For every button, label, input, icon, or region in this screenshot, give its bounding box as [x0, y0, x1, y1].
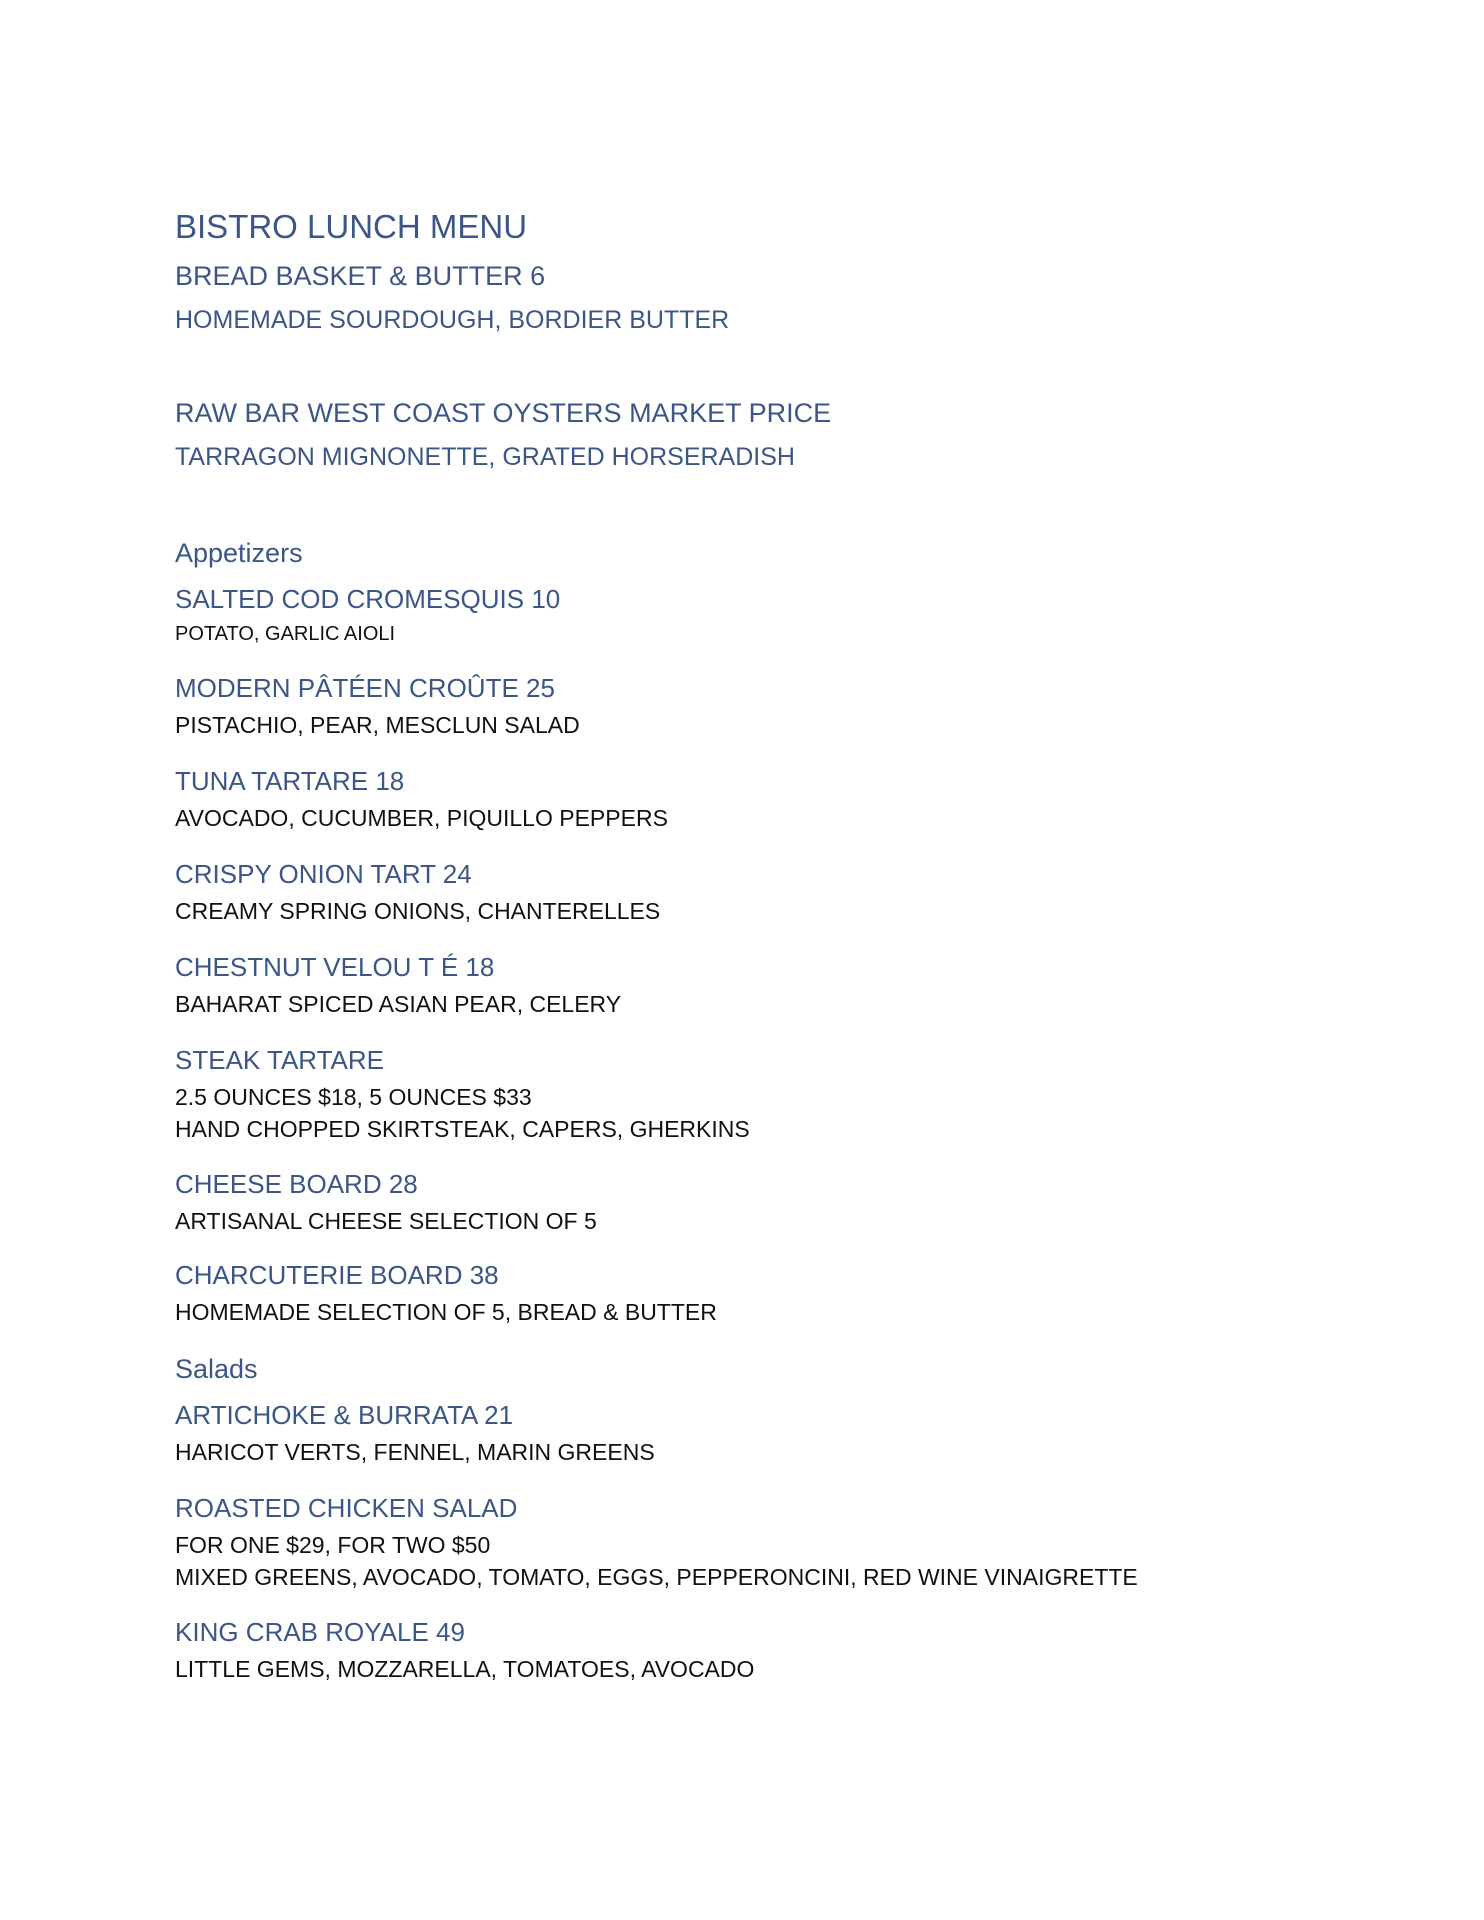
appetizer-item-desc: ARTISANAL CHEESE SELECTION OF 5: [175, 1208, 597, 1234]
appetizer-item-name: SALTED COD CROMESQUIS 10: [175, 584, 561, 614]
raw-bar-name: RAW BAR WEST COAST OYSTERS MARKET PRICE: [175, 398, 832, 428]
appetizer-item-name: CRISPY ONION TART 24: [175, 859, 472, 889]
menu-title: BISTRO LUNCH MENU: [175, 208, 528, 245]
salad-item-desc: HARICOT VERTS, FENNEL, MARIN GREENS: [175, 1439, 655, 1465]
raw-bar-desc: TARRAGON MIGNONETTE, GRATED HORSERADISH: [175, 443, 795, 471]
salads-heading: Salads: [175, 1354, 258, 1384]
appetizer-item-desc: POTATO, GARLIC AIOLI: [175, 623, 396, 645]
appetizer-item-desc: HOMEMADE SELECTION OF 5, BREAD & BUTTER: [175, 1299, 717, 1325]
salad-item-name: ARTICHOKE & BURRATA 21: [175, 1400, 514, 1430]
salad-item-desc: MIXED GREENS, AVOCADO, TOMATO, EGGS, PEPPERONCINI, RED WINE VINAIGRETTE: [175, 1564, 1138, 1590]
appetizer-item-name: TUNA TARTARE 18: [175, 766, 405, 796]
appetizer-item-desc: PISTACHIO, PEAR, MESCLUN SALAD: [175, 712, 580, 738]
appetizer-item-name: CHARCUTERIE BOARD 38: [175, 1260, 499, 1290]
appetizer-item-desc: AVOCADO, CUCUMBER, PIQUILLO PEPPERS: [175, 805, 668, 831]
appetizer-item-name: MODERN PÂTÉEN CROÛTE 25: [175, 673, 555, 703]
salad-item-desc: LITTLE GEMS, MOZZARELLA, TOMATOES, AVOCADO: [175, 1656, 755, 1682]
appetizer-item-name: CHESTNUT VELOU T É 18: [175, 952, 495, 982]
appetizers-heading: Appetizers: [175, 538, 303, 568]
salad-item-price: FOR ONE $29, FOR TWO $50: [175, 1532, 491, 1558]
appetizer-item-price: 2.5 OUNCES $18, 5 OUNCES $33: [175, 1084, 532, 1110]
salad-item-name: KING CRAB ROYALE 49: [175, 1617, 465, 1647]
appetizer-item-name: STEAK TARTARE: [175, 1045, 385, 1075]
bread-basket-desc: HOMEMADE SOURDOUGH, BORDIER BUTTER: [175, 306, 730, 334]
appetizer-item-name: CHEESE BOARD 28: [175, 1169, 418, 1199]
salad-item-name: ROASTED CHICKEN SALAD: [175, 1493, 518, 1523]
bread-basket-name: BREAD BASKET & BUTTER 6: [175, 261, 546, 291]
appetizer-item-desc: CREAMY SPRING ONIONS, CHANTERELLES: [175, 898, 661, 924]
appetizer-item-desc: BAHARAT SPICED ASIAN PEAR, CELERY: [175, 991, 622, 1017]
appetizer-item-desc: HAND CHOPPED SKIRTSTEAK, CAPERS, GHERKINS: [175, 1116, 750, 1142]
